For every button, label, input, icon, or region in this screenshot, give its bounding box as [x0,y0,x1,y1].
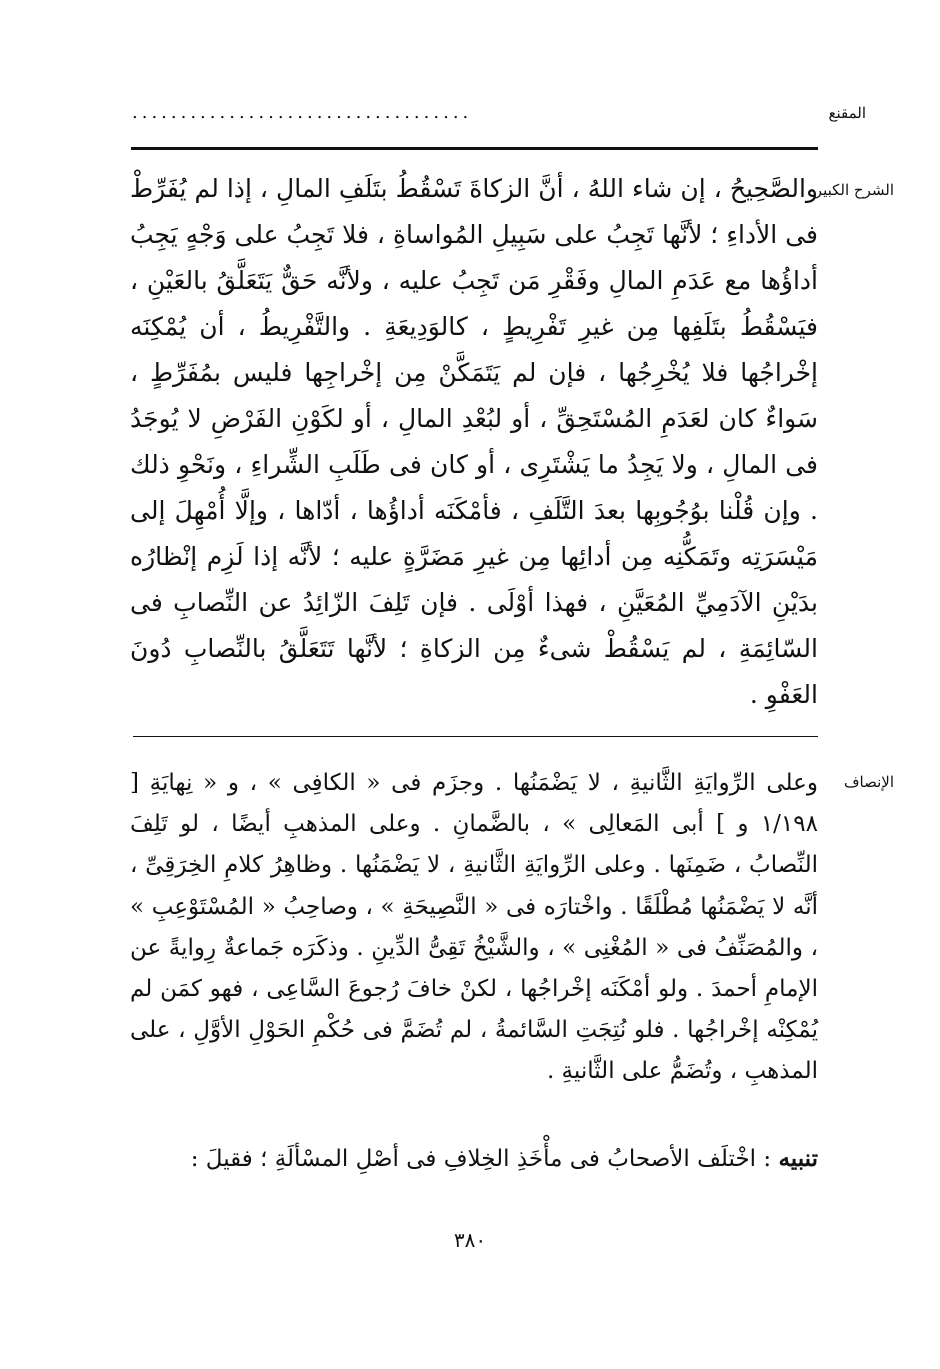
header-rule [131,147,818,150]
tanbih-text: : اخْتلَف الأصحابُ فى مأْخَذِ الخِلافِ فى أصْلِ المسْألَةِ ؛ فقيلَ : [190,1146,772,1172]
section-divider [133,736,818,737]
tanbih-label: تنبيه [778,1145,818,1172]
insaf-paragraph: وعلى الرِّوايَةِ الثَّانيةِ ، لا يَضْمَنُها . وجزَم فى « الكافِى » ، و « نِهايَةِ [ ١/١٩٨ و ] أبى المَعالِى » ، بالضَّمانِ . وعلى المذهبِ أيضًا ، لو تَلِفَ النِّصابُ ، ضَمِنَها . وعلى الرِّوايَةِ الثَّانيةِ ، لا يَضْمَنُها . وظاهِرُ كلامِ الخِرَقِىِّ ، أنَّه لا يَضْمَنُها مُطْلَقًا . واخْتارَه فى « النَّصِيحَةِ » ، وصاحِبُ « المُسْتَوْعِبِ » ، والمُصَنِّفُ فى « المُغْنِى » ، والشَّيْخُ تَقِىُّ الدِّينِ . وذكَرَه جَماعةٌ رِوايةً عن الإمامِ أحمدَ . ولو أمْكَنَه إخْراجُها ، لكنْ خافَ رُجوعَ السَّاعِى ، فهو كمَن لم يُمْكِنْه إخْراجُها . فلو نُتِجَتِ السَّائمةُ ، لم تُضَمَّ فى حُكْمِ الحَوْلِ الأوَّلِ ، على المذهبِ ، وتُضَمُّ على الثَّانيةِ . [130,770,818,1085]
page-number: ٣٨٠ [453,1228,487,1252]
header-dotted-leader: ................................... [132,102,473,123]
sharh-text-block [130,166,818,718]
sharh-paragraph: والصَّحِيحُ ، إن شاء اللهُ ، أنَّ الزكاةَ تَسْقُطُ بتَلَفِ المالِ ، إذا لم يُفَرِّطْ فى الأداءِ ؛ لأنَّها تَجِبُ على سَبِيلِ المُواساةِ ، فلا تَجِبُ على وَجْهٍ يَجِبُ أداؤُها مع عَدَمِ المالِ وفَقْرِ مَن تَجِبُ عليه ، ولأنَّه حَقٌّ يَتَعَلَّقُ بالعَيْنِ ، فيَسْقُطُ بتَلَفِها مِن غيرِ تَفْرِيطٍ ، كالوَدِيعَةِ . والتَّفْرِيطُ ، أن يُمْكِنَه إخْراجُها فلا يُخْرِجُها ، فإن لم يَتَمَكَّنْ مِن إخْراجِها فليس بمُفَرِّطٍ ، سَواءٌ كان لعَدَمِ المُسْتَحِقِّ ، أو لبُعْدِ المالِ ، أو لكَوْنِ الفَرْضِ لا يُوجَدُ فى المالِ ، ولا يَجِدُ ما يَشْتَرِى ، أو كان فى طَلَبِ الشِّراءِ ، ونَحْوِ ذلك . وإن قُلْنا بوُجُوبِها بعدَ التَّلَفِ ، فأمْكَنَه أداؤُها ، أدّاها ، وإلَّا أُمْهِلَ إلى مَيْسَرَتِه وتَمَكُّنِه مِن أدائِها مِن غيرِ مَضَرَّةٍ عليه ؛ لأنَّه إذا لَزِم إنْظارُه بدَيْنِ الآدَمِيِّ المُعَيَّنِ ، فهذا أوْلَى . فإن تَلِفَ الزّائِدُ عن النِّصابِ فى السّائِمَةِ ، لم يَسْقُطْ شىءٌ مِن الزكاةِ ؛ لأنَّها تَتَعَلَّقُ بالنِّصابِ دُونَ العَفْوِ . [130,174,819,709]
insaf-text-block [130,763,818,1093]
insaf-margin-label: الإنصاف [843,773,894,791]
sharh-margin-label: الشرح الكبير [814,181,894,199]
tanbih-paragraph [130,1139,818,1179]
running-header-title: المقنع [828,104,866,122]
